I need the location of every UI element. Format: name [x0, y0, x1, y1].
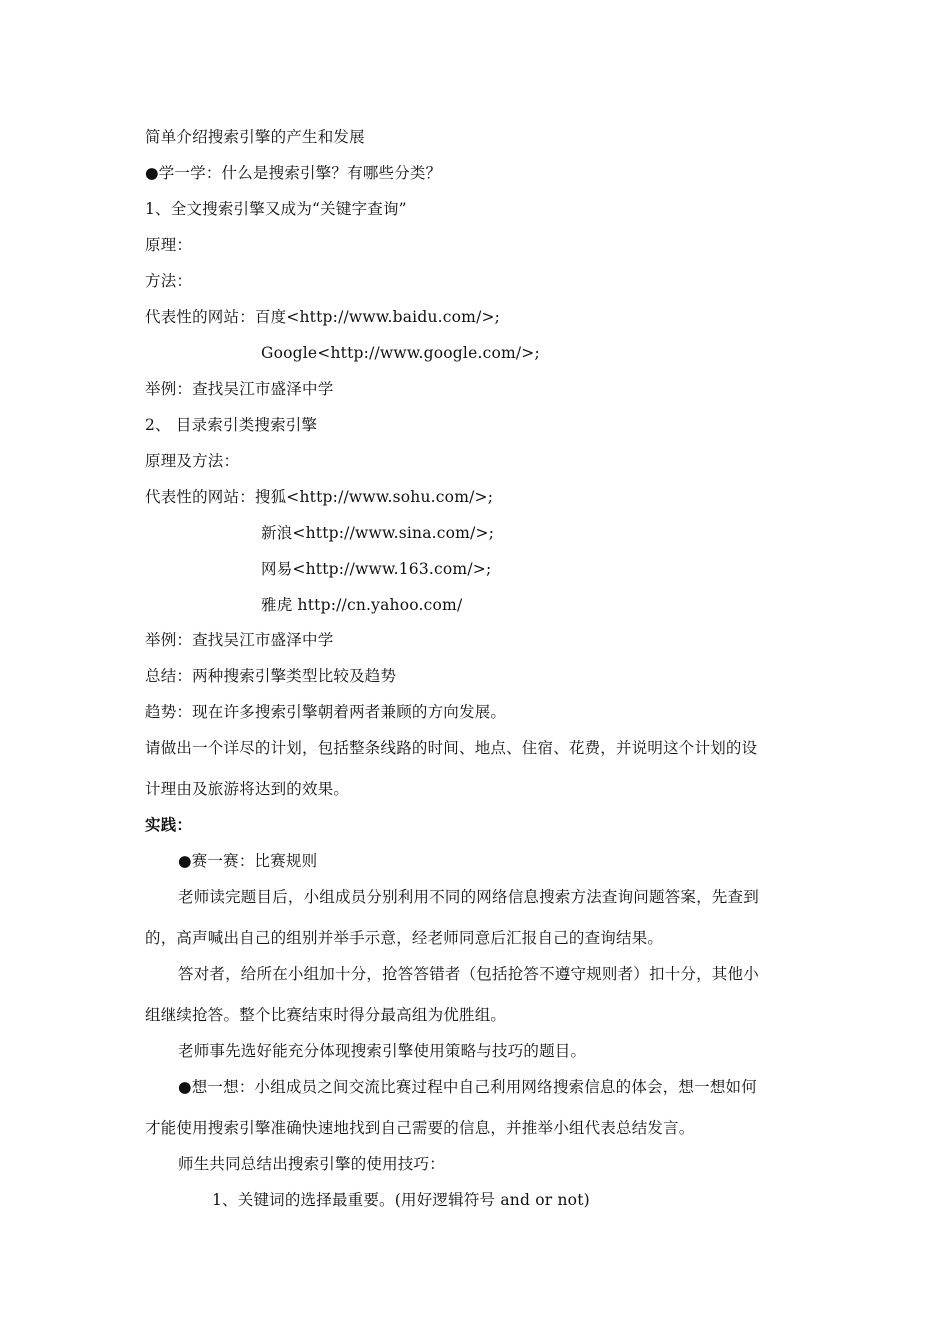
tip-1: 1、关键词的选择最重要。(用好逻辑符号 and or not)	[212, 1191, 590, 1209]
principle-method-label: 原理及方法：	[145, 452, 240, 470]
google-site: Google<http://www.google.com/>;	[261, 344, 540, 362]
contest-paragraph-1-line-2: 的，高声喊出自己的组别并举手示意，经老师同意后汇报自己的查询结果。	[145, 929, 664, 947]
contest-paragraph-1-line-1: 老师读完题目后，小组成员分别利用不同的网络信息搜索方法查询问题答案，先查到	[178, 888, 759, 906]
practice-heading: 实践：	[145, 816, 193, 834]
fulltext-engine-heading: 1、全文搜索引擎又成为“关键字查询”	[145, 200, 407, 218]
think-paragraph-line-2: 才能使用搜索引擎准确快速地找到自己需要的信息，并推举小组代表总结发言。	[145, 1119, 695, 1137]
learn-heading: ●学一学：什么是搜索引擎？有哪些分类？	[145, 164, 442, 182]
contest-paragraph-2-line-2: 组继续抢答。整个比赛结束时得分最高组为优胜组。	[145, 1006, 507, 1024]
contest-paragraph-2-line-1: 答对者，给所在小组加十分，抢答答错者（包括抢答不遵守规则者）扣十分，其他小	[178, 965, 759, 983]
representative-sites-1: 代表性的网站：百度<http://www.baidu.com/>;	[145, 308, 501, 326]
directory-engine-heading: 2、 目录索引类搜索引擎	[145, 416, 318, 434]
representative-sites-2: 代表性的网站：搜狐<http://www.sohu.com/>;	[145, 488, 494, 506]
yahoo-site: 雅虎 http://cn.yahoo.com/	[261, 596, 463, 614]
contest-rules-heading: ●赛一赛：比赛规则	[178, 852, 318, 870]
think-paragraph-line-1: ●想一想：小组成员之间交流比赛过程中自己利用网络搜索信息的体会，想一想如何	[178, 1078, 757, 1096]
principle-label: 原理：	[145, 236, 193, 254]
summary-line: 总结：两种搜索引擎类型比较及趋势	[145, 667, 397, 685]
netease-site: 网易<http://www.163.com/>;	[261, 560, 492, 578]
example-2: 举例：查找吴江市盛泽中学	[145, 631, 334, 649]
tips-heading: 师生共同总结出搜索引擎的使用技巧：	[178, 1155, 445, 1173]
plan-paragraph-line-1: 请做出一个详尽的计划，包括整条线路的时间、地点、住宿、花费，并说明这个计划的设	[145, 739, 758, 757]
method-label: 方法：	[145, 272, 193, 290]
example-1: 举例：查找吴江市盛泽中学	[145, 380, 334, 398]
trend-line: 趋势：现在许多搜索引擎朝着两者兼顾的方向发展。	[145, 703, 507, 721]
sina-site: 新浪<http://www.sina.com/>;	[261, 524, 495, 542]
intro-heading: 简单介绍搜索引擎的产生和发展	[145, 128, 365, 146]
plan-paragraph-line-2: 计理由及旅游将达到的效果。	[145, 780, 350, 798]
teacher-prep-line: 老师事先选好能充分体现搜索引擎使用策略与技巧的题目。	[178, 1042, 587, 1060]
